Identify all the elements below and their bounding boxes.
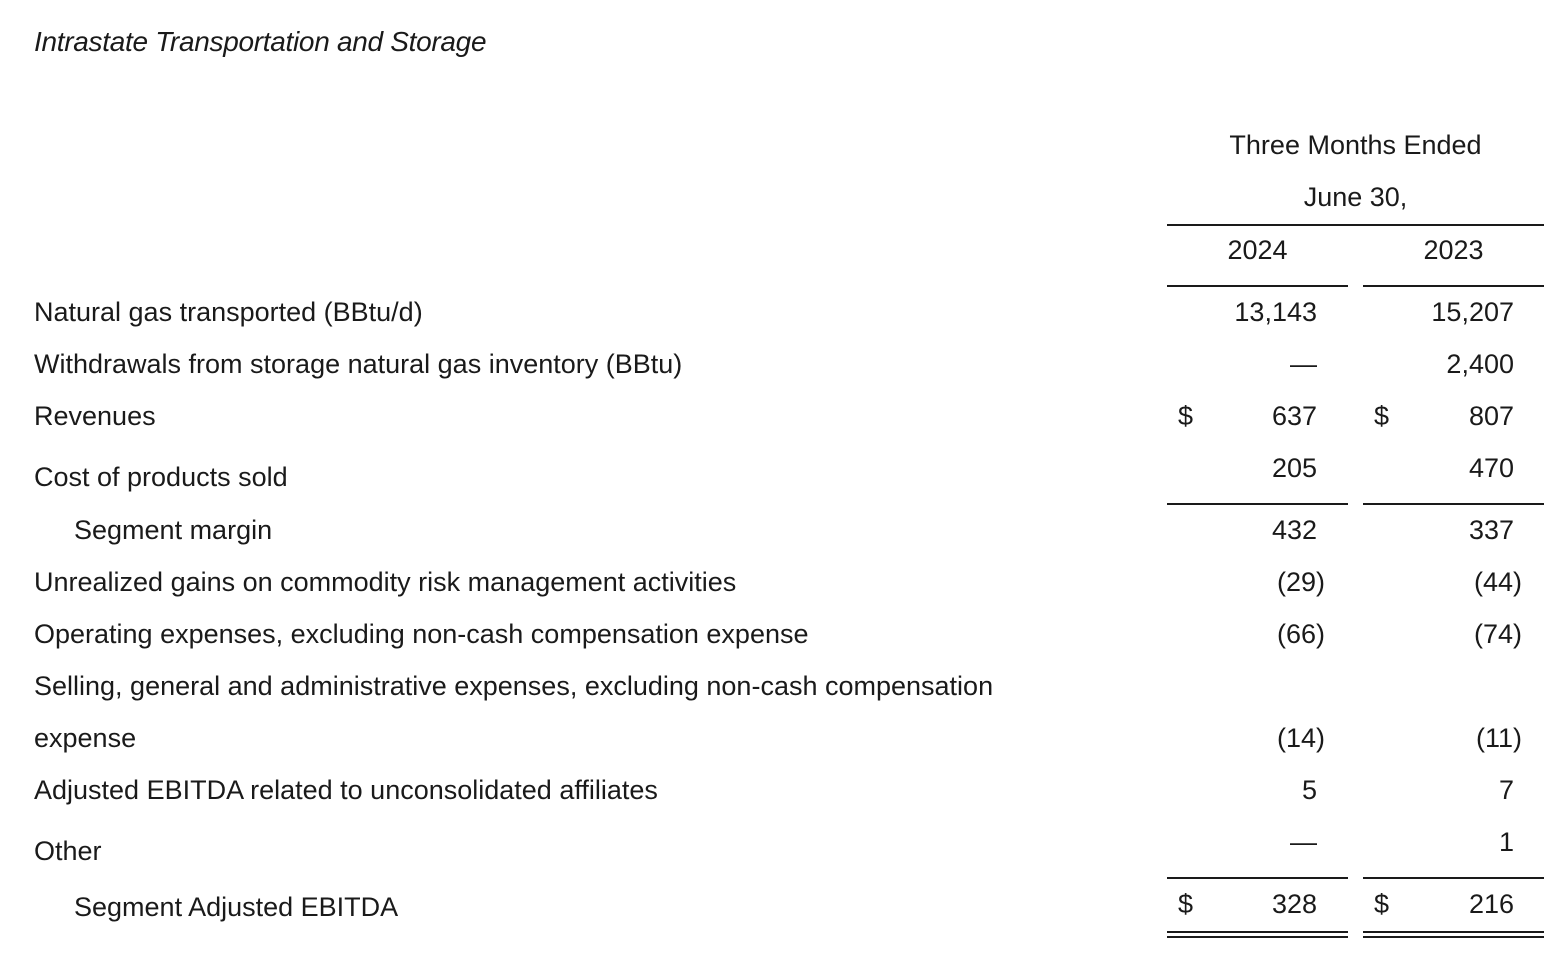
section-title: Intrastate Transportation and Storage bbox=[34, 26, 487, 57]
row-label-revenues: Revenues bbox=[34, 401, 156, 431]
value-2023-segment-adjusted-ebitda: 216 bbox=[1468, 889, 1514, 919]
value-2023-operating-expenses: (74) bbox=[1473, 619, 1522, 649]
column-header-2024: 2024 bbox=[1227, 235, 1288, 265]
currency-symbol-2023-segment-adjusted-ebitda: $ bbox=[1374, 889, 1390, 919]
period-header-line1: Three Months Ended bbox=[1229, 130, 1482, 160]
value-2023-withdrawals-from-storage: 2,400 bbox=[1446, 349, 1514, 379]
currency-symbol-2024-segment-adjusted-ebitda: $ bbox=[1178, 889, 1194, 919]
double-underline-2023 bbox=[1363, 931, 1544, 938]
value-2024-revenues: 637 bbox=[1271, 401, 1317, 431]
subtotal-rule-2023 bbox=[1363, 503, 1544, 505]
value-2023-adjusted-ebitda-affiliates: 7 bbox=[1498, 775, 1514, 805]
row-label-natural-gas-transported: Natural gas transported (BBtu/d) bbox=[34, 297, 423, 327]
value-2023-segment-margin: 337 bbox=[1468, 515, 1514, 545]
row-label-unrealized-gains: Unrealized gains on commodity risk management activities bbox=[34, 567, 737, 597]
row-label-operating-expenses: Operating expenses, excluding non-cash compensation expense bbox=[34, 619, 809, 649]
currency-symbol-2024-revenues: $ bbox=[1178, 401, 1194, 431]
value-2024-segment-margin: 432 bbox=[1271, 515, 1317, 545]
column-header-2023: 2023 bbox=[1423, 235, 1484, 265]
value-2024-sga-expenses: (14) bbox=[1276, 723, 1325, 753]
value-2024-withdrawals-from-storage: — bbox=[1290, 349, 1317, 379]
period-header-rule bbox=[1167, 224, 1544, 226]
row-label-adjusted-ebitda-affiliates: Adjusted EBITDA related to unconsolidated affiliates bbox=[34, 775, 658, 805]
double-underline-2024 bbox=[1167, 931, 1348, 938]
value-2024-unrealized-gains: (29) bbox=[1276, 567, 1325, 597]
currency-symbol-2023-revenues: $ bbox=[1374, 401, 1390, 431]
subtotal-rule-2024 bbox=[1167, 503, 1348, 505]
value-2024-segment-adjusted-ebitda: 328 bbox=[1271, 889, 1317, 919]
value-2024-adjusted-ebitda-affiliates: 5 bbox=[1301, 775, 1317, 805]
value-2024-operating-expenses: (66) bbox=[1276, 619, 1325, 649]
row-label-sga-expenses-line2: expense bbox=[34, 723, 137, 753]
total-rule-2024 bbox=[1167, 877, 1348, 879]
row-label-other: Other bbox=[34, 836, 102, 866]
value-2023-cost-of-products-sold: 470 bbox=[1468, 453, 1514, 483]
period-header-line2: June 30, bbox=[1303, 182, 1408, 212]
row-label-sga-expenses-line1: Selling, general and administrative expenses, excluding non-cash compensation bbox=[34, 671, 994, 701]
value-2024-other: — bbox=[1290, 827, 1317, 857]
column-2023-header-rule bbox=[1363, 285, 1544, 287]
row-label-segment-adjusted-ebitda: Segment Adjusted EBITDA bbox=[74, 892, 399, 922]
row-label-withdrawals-from-storage: Withdrawals from storage natural gas inventory (BBtu) bbox=[34, 349, 683, 379]
value-2023-revenues: 807 bbox=[1468, 401, 1514, 431]
row-label-cost-of-products-sold: Cost of products sold bbox=[34, 462, 288, 492]
value-2023-unrealized-gains: (44) bbox=[1473, 567, 1522, 597]
total-rule-2023 bbox=[1363, 877, 1544, 879]
value-2023-sga-expenses: (11) bbox=[1475, 723, 1522, 753]
value-2023-natural-gas-transported: 15,207 bbox=[1431, 297, 1514, 327]
value-2023-other: 1 bbox=[1498, 827, 1514, 857]
column-2024-header-rule bbox=[1167, 285, 1348, 287]
row-label-segment-margin: Segment margin bbox=[74, 515, 273, 545]
value-2024-cost-of-products-sold: 205 bbox=[1271, 453, 1317, 483]
value-2024-natural-gas-transported: 13,143 bbox=[1234, 297, 1317, 327]
